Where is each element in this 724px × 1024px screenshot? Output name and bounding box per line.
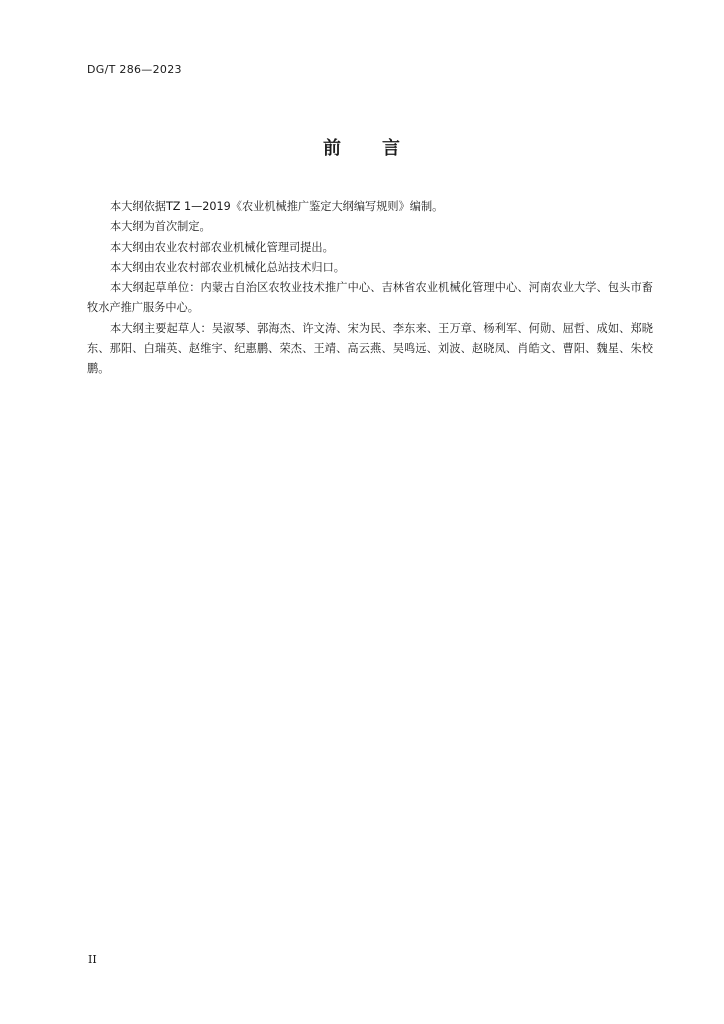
page-title xyxy=(0,134,724,160)
paragraph-first-edition: 本大纲为首次制定。 xyxy=(110,220,211,234)
paragraph-centralized-by: 本大纲由农业农村部农业机械化总站技术归口。 xyxy=(110,260,345,274)
page-number: II xyxy=(88,953,97,966)
title-part-1: 前 xyxy=(323,138,342,159)
paragraph-drafters: 本大纲主要起草人：吴淑琴、郭海杰、许文涛、宋为民、李东来、王万章、杨利军、何勋、屈哲、成如、郑晓东、那阳、白瑞英、赵维宇、纪惠鹏、荣杰、王靖、高云燕、吴鸣远、刘波、赵晓凤、肖皓文、曹阳、魏星、朱校鹏。 xyxy=(87,321,653,376)
standard-code: DG/T 286—2023 xyxy=(87,63,182,76)
title-part-2: 言 xyxy=(382,138,401,159)
paragraph-basis: 本大纲依据TZ 1—2019《农业机械推广鉴定大纲编写规则》编制。 xyxy=(110,200,444,213)
foreword-body xyxy=(87,197,653,380)
paragraph-proposed-by: 本大纲由农业农村部农业机械化管理司提出。 xyxy=(110,240,334,254)
paragraph-drafting-units: 本大纲起草单位：内蒙古自治区农牧业技术推广中心、吉林省农业机械化管理中心、河南农业大学、包头市畜牧水产推广服务中心。 xyxy=(87,281,653,315)
